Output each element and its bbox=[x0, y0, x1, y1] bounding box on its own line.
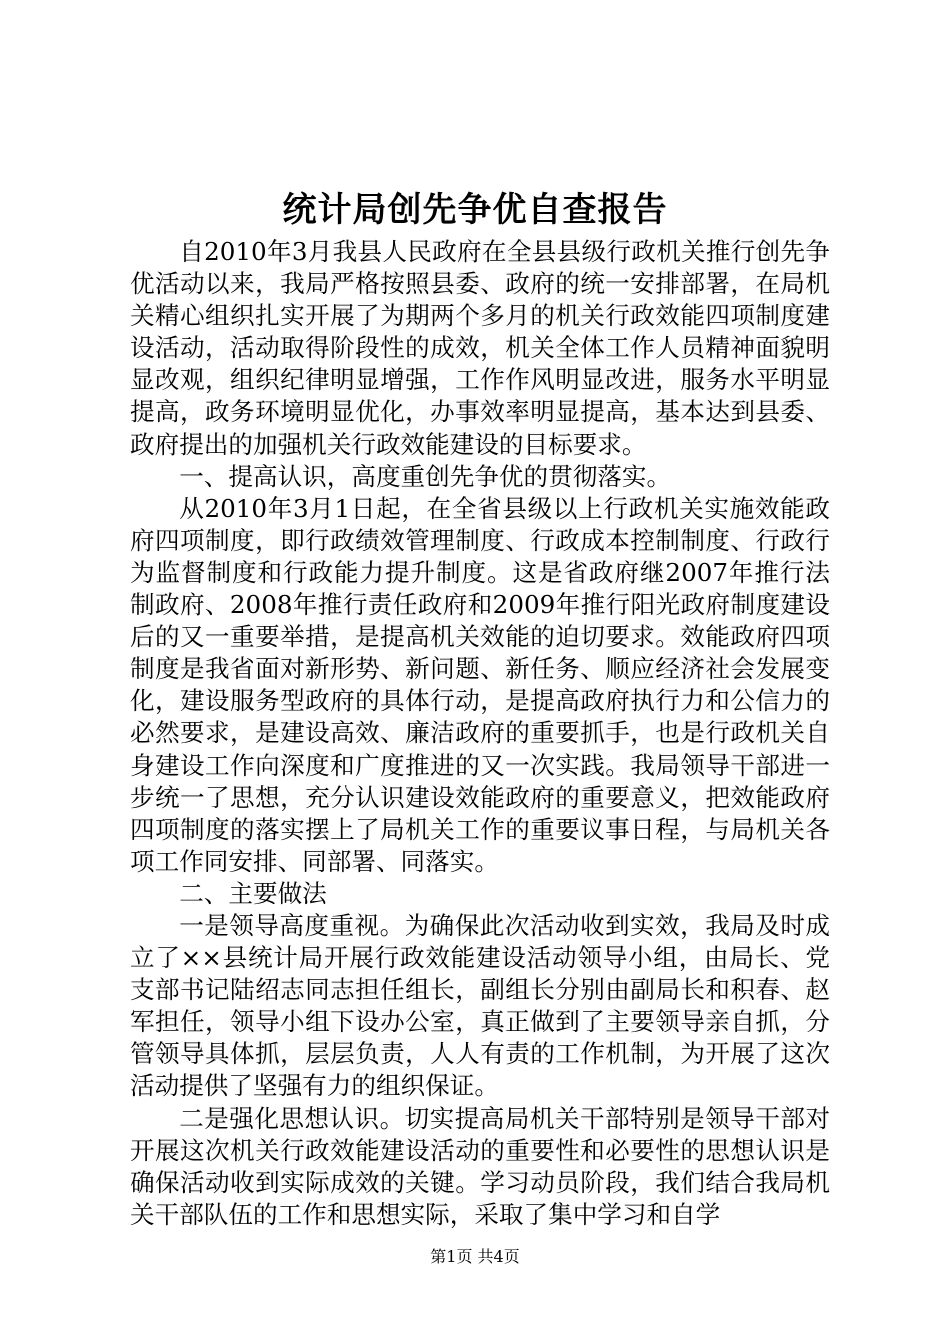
paragraph-intro: 自2010年3月我县人民政府在全县县级行政机关推行创先争优活动以来，我局严格按照县委、政府的统一安排部署，在局机关精心组织扎实开展了为期两个多月的机关行政效能四项制度建设活动，活动取得阶段性的成效，机关全体工作人员精神面貌明显改观，组织纪律明显增强，工作作风明显改进，服务水平明显提高，政务环境明显优化，办事效率明显提高，基本达到县委、政府提出的加强机关行政效能建设的目标要求。 bbox=[130, 237, 830, 459]
paragraph-leadership: 一是领导高度重视。为确保此次活动收到实效，我局及时成立了××县统计局开展行政效能建设活动领导小组，由局长、党支部书记陆绍志同志担任组长，副组长分别由副局长和积春、赵军担任，领导小组下设办公室，真正做到了主要领导亲自抓，分管领导具体抓，层层负责，人人有责的工作机制，为开展了这次活动提供了坚强有力的组织保证。 bbox=[130, 910, 830, 1101]
section-heading-1: 一、提高认识，高度重创先争优的贯彻落实。 bbox=[179, 461, 672, 491]
paragraph-section-1: 从2010年3月1日起，在全省县级以上行政机关实施效能政府四项制度，即行政绩效管理制度、行政成本控制制度、行政行为监督制度和行政能力提升制度。这是省政府继2007年推行法制政府、2008年推行责任政府和2009年推行阳光政府制度建设后的又一重要举措，是提高机关效能的迫切要求。效能政府四项制度是我省面对新形势、新问题、新任务、顺应经济社会发展变化，建设服务型政府的具体行动，是提高政府执行力和公信力的必然要求，是建设高效、廉洁政府的重要抓手，也是行政机关自身建设工作向深度和广度推进的又一次实践。我局领导干部进一步统一了思想，充分认识建设效能政府的重要意义，把效能政府四项制度的落实摆上了局机关工作的重要议事日程，与局机关各项工作同安排、同部署、同落实。 bbox=[130, 493, 830, 876]
page-footer: 第1页 共4页 bbox=[430, 1247, 520, 1266]
paragraph-awareness: 二是强化思想认识。切实提高局机关干部特别是领导干部对开展这次机关行政效能建设活动的重要性和必要性的思想认识是确保活动收到实际成效的关键。学习动员阶段，我们结合我局机关干部队伍的工作和思想实际，采取了集中学习和自学 bbox=[130, 1103, 830, 1229]
document-title: 统计局创先争优自查报告 bbox=[282, 190, 668, 230]
document-body bbox=[130, 236, 830, 1231]
section-heading-2: 二、主要做法 bbox=[179, 878, 327, 908]
